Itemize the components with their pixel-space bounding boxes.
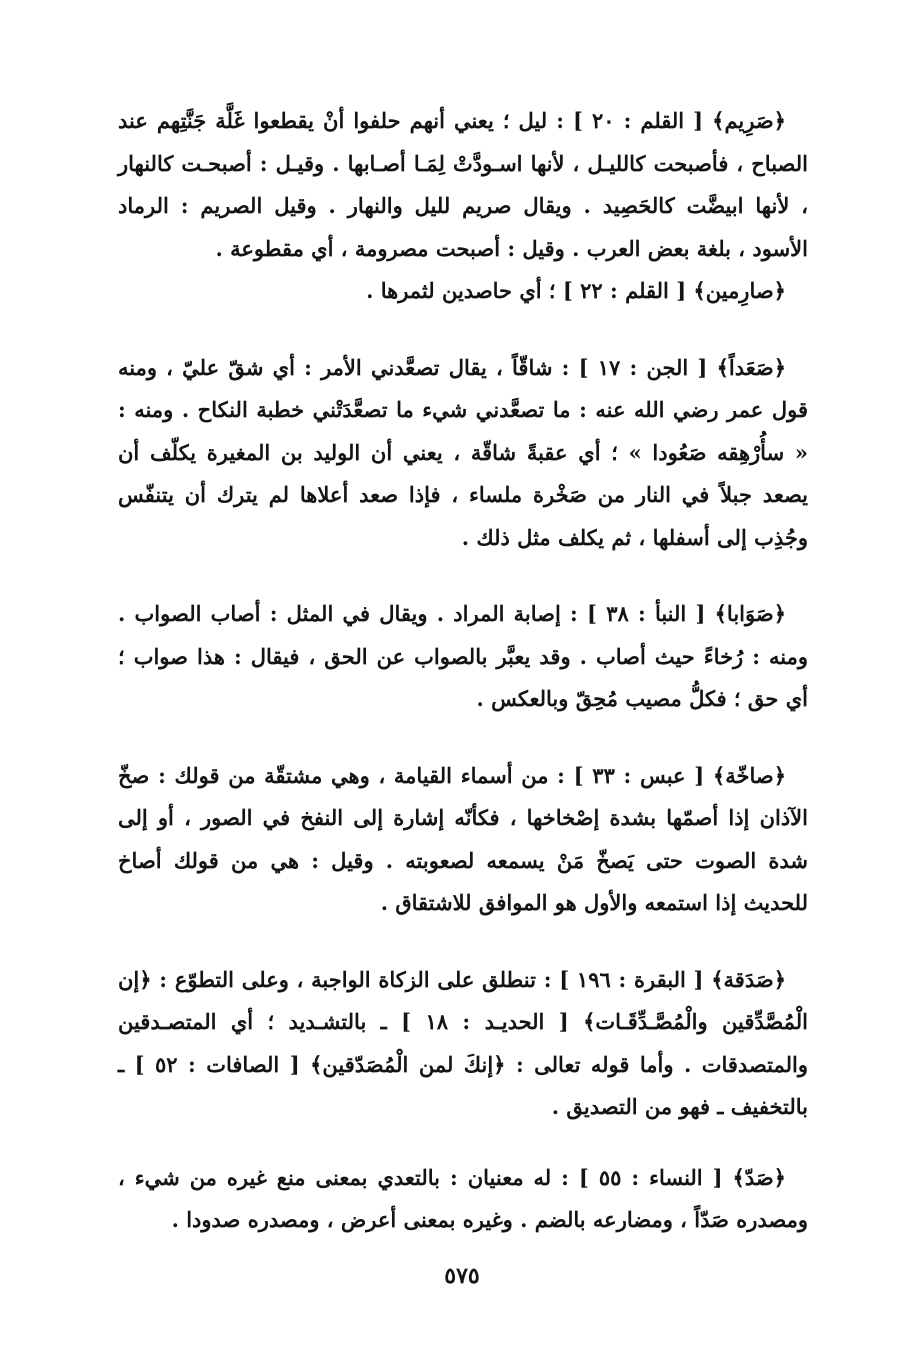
page-body [118, 100, 808, 1242]
entry-sakhkha: ﴿صاخّة﴾ [ عبس : ٣٣ ] : من أسماء القيامة ، وهي مشتقّة من قولك : صخّ الآذان إذا أصمّها بشدة إصْخاخها ، فكأنّه إشارة إلى النفخ في الصور ، أو إلى شدة الصوت حتى يَصخّ مَنْ يسمعه لصعوبته . وقيل : هي من قولك أصاخ للحديث إذا استمعه والأول هو الموافق للاشتقاق . [118, 762, 808, 915]
entry-sadd: ﴿صَدّ﴾ [ النساء : ٥٥ ] : له معنيان : بالتعدي بمعنى منع غيره من شيء ، ومصدره صَدّاً ، ومضارعه بالضم . وغيره بمعنى أعرض ، ومصدره صدودا . [118, 1164, 808, 1232]
page-number: ٥٧٥ [444, 1263, 480, 1289]
entry-saadan: ﴿صَعَداً﴾ [ الجن : ١٧ ] : شاقّاً ، يقال تصعَّدني الأمر : أي شقّ عليّ ، ومنه قول عمر رضي الله عنه : ما تصعَّدني شيء ما تصعَّدَتْني خطبة النكاح . ومنه : « سأُرْهِقه صَعُودا » ؛ أي عقبةً شاقّة ، يعني أن الوليد بن المغيرة يكلّف أن يصعد جبلاً في النار من صَخْرة ملساء ، فإذا صعد أعلاها لم يترك أن يتنفّس وجُذِب إلى أسفلها ، ثم يكلف مثل ذلك . [118, 354, 808, 550]
entry-sadaqa: ﴿صَدَقة﴾ [ البقرة : ١٩٦ ] : تنطلق على الزكاة الواجبة ، وعلى التطوّع : ﴿إن الْمُصَّدِّقين والْمُصَّـدِّقَـات﴾ [ الحديـد : ١٨ ] ـ بالتشـديد ؛ أي المتصـدقين والمتصدقات . وأما قوله تعالى : ﴿إنكَ لمن الْمُصَدّقين﴾ [ الصافات : ٥٢ ] ـ بالتخفيف ـ فهو من التصديق . [118, 966, 808, 1119]
entry-sarimin: ﴿صارِمين﴾ [ القلم : ٢٢ ] ؛ أي حاصدين لثمرها . [366, 278, 786, 303]
entry-sarim: ﴿صَرِيم﴾ [ القلم : ٢٠ ] : ليل ؛ يعني أنهم حلفوا أنْ يقطعوا غَلَّة جَنَّتِهم عند الصباح ، فأصبحت كالليـل ، لأنها اسـودَّتْ لِمَـا أصـابها . وقيـل : أصبحـت كالنهار ، لأنها ابيضَّت كالحَصِيد . ويقال صريم لليل والنهار . وقيل الصريم : الرماد الأسود ، بلغة بعض العرب . وقيل : أصبحت مصرومة ، أي مقطوعة . [118, 108, 808, 261]
entry-sawaban: ﴿صَوَابا﴾ [ النبأ : ٣٨ ] : إصابة المراد . ويقال في المثل : أصاب الصواب . ومنه : رُخاءً حيث أصاب . وقد يعبَّر بالصواب عن الحق ، فيقال : هذا صواب ؛ أي حق ؛ فكلُّ مصيب مُحِقّ وبالعكس . [118, 601, 808, 711]
